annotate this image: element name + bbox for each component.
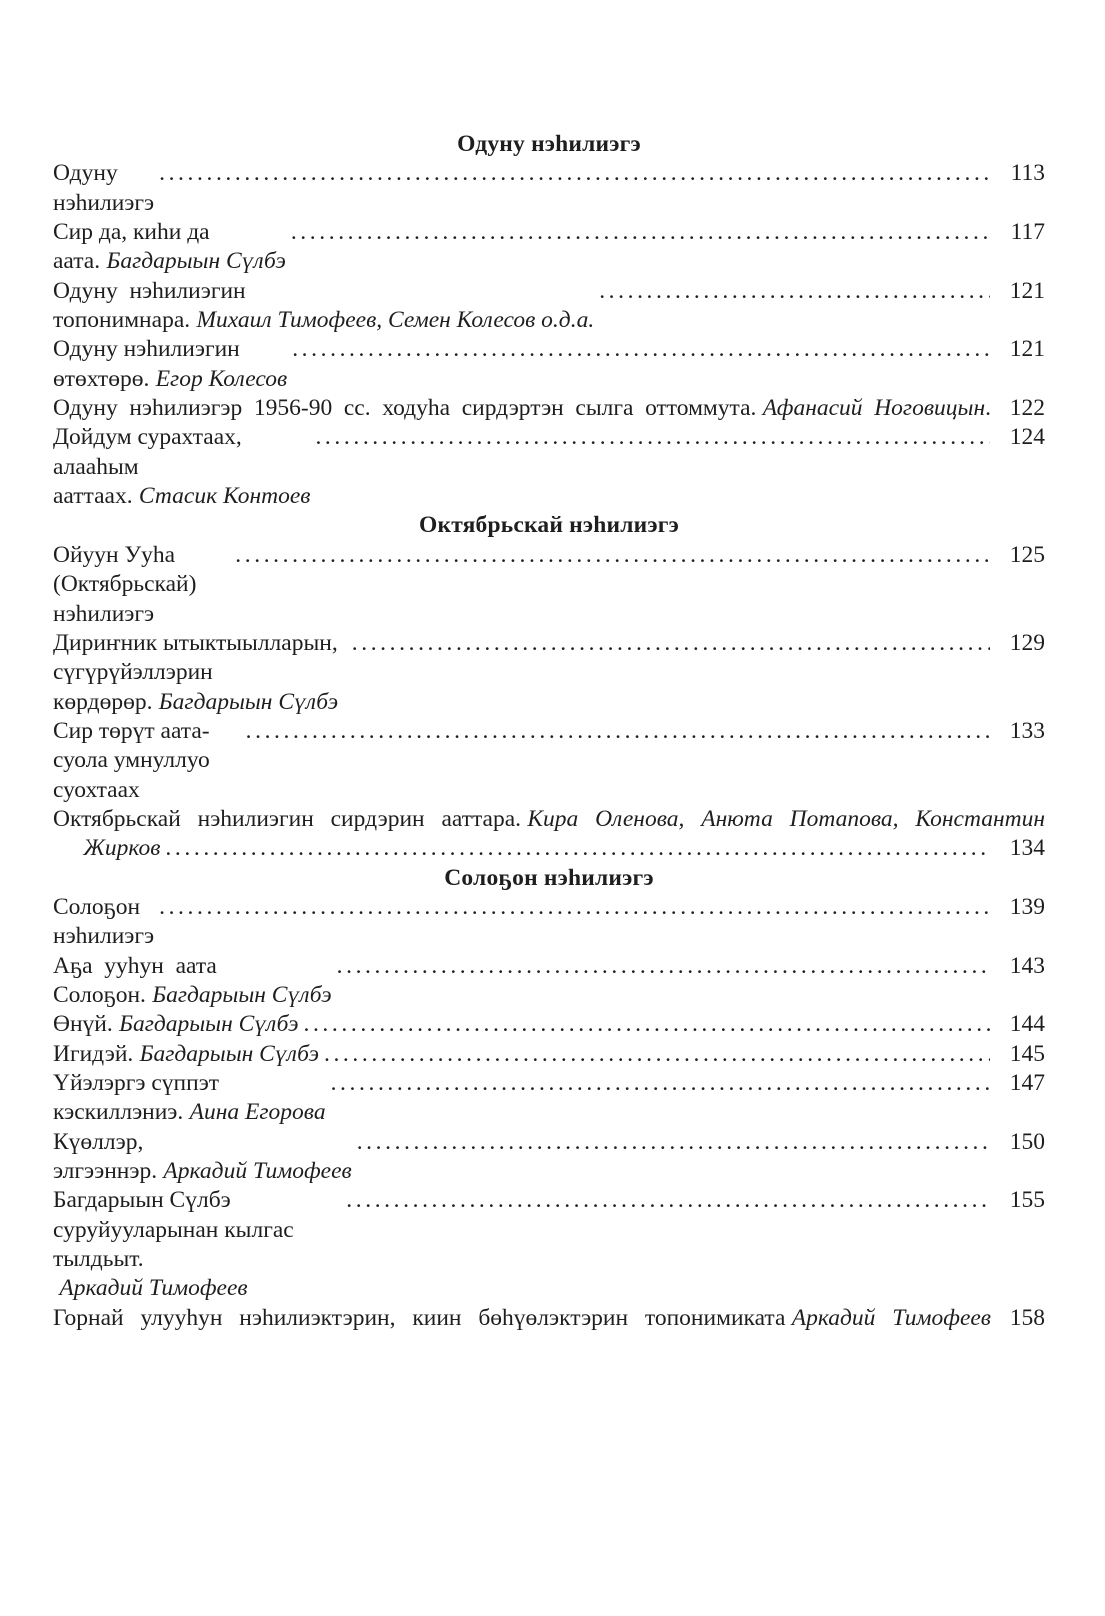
- toc-entry: [53, 629, 1045, 717]
- entry-title: Дириҥник ытыктыылларын, сүгүрүйэллэрин көрдөрөр.: [53, 629, 344, 715]
- dot-leader: [346, 1186, 990, 1215]
- dot-leader: [165, 834, 990, 863]
- entry-author: Кира Оленова, Анюта Потапова, Константин: [527, 805, 1045, 832]
- page-number: 155: [1009, 1187, 1045, 1214]
- page-number: 144: [1009, 1011, 1045, 1038]
- entry-title: Горнай улууһун нэһилиэктэрин, киин бөһүөлэктэрин топонимиката: [53, 1304, 786, 1331]
- entry-author: Стасик Контоев: [138, 483, 311, 510]
- toc-entry: [53, 952, 1045, 1011]
- toc-entry: [53, 423, 1045, 511]
- toc-entry: [53, 893, 1045, 952]
- entry-title: Одуну нэһилиэгин өтөхтөрө.: [53, 336, 246, 392]
- toc-entry: [53, 277, 1045, 336]
- entry-author: Багдарыын Сүлбэ: [139, 1040, 319, 1067]
- page-number: 113: [1010, 160, 1045, 187]
- dot-leader: [324, 1040, 990, 1069]
- entry-author: Аина Егорова: [189, 1099, 326, 1126]
- entry-author: Багдарыын Сүлбэ: [106, 248, 286, 275]
- dot-leader: [331, 1069, 990, 1098]
- toc-entry: [53, 1304, 1045, 1333]
- entry-author: Багдарыын Сүлбэ: [119, 1011, 299, 1038]
- entry-author: Михаил Тимофеев, Семен Колесов о.д.а.: [196, 307, 595, 334]
- entry-title: Одуну нэһилиэгэр 1956-90 сс. ходуһа сирдэртэн сылга оттоммута.: [53, 395, 757, 422]
- page-number: 139: [1009, 893, 1045, 920]
- entry-title: Дойдум сурахтаах, алааһым ааттаах.: [53, 424, 248, 510]
- page-number: 133: [1009, 717, 1045, 744]
- entry-author: Аркадий Тимофеев: [59, 1275, 248, 1302]
- page-number: 124: [1009, 424, 1045, 451]
- toc-entry-wrapped-line-2: [53, 834, 1045, 863]
- entry-title: Багдарыын Сүлбэ суруйууларынан кылгас тылдьыт.: [53, 1187, 300, 1273]
- dot-leader: [159, 159, 990, 188]
- section-heading: Солоҕон нэһилиэгэ: [444, 864, 654, 891]
- dot-leader: [303, 1010, 990, 1039]
- page-number: 150: [1009, 1128, 1045, 1155]
- toc-section: [53, 864, 1045, 1334]
- entry-title: Игидэй.: [53, 1040, 134, 1067]
- toc-section: [53, 511, 1045, 863]
- entry-author: Аркадий Тимофеев: [163, 1158, 352, 1185]
- dot-leader: [292, 335, 990, 364]
- toc-entry-wrapped-line-1: [53, 805, 1045, 834]
- entry-title: Аҕа ууһун аата Солоҕон.: [53, 952, 223, 1008]
- page-number: 117: [1010, 219, 1045, 246]
- toc-entry: [53, 1069, 1045, 1128]
- entry-author: Багдарыын Сүлбэ: [158, 688, 339, 715]
- dot-leader: [337, 952, 990, 981]
- page-number: 125: [1009, 541, 1045, 568]
- entry-author: Багдарыын Сүлбэ: [152, 981, 332, 1008]
- entry-title: Сир төрүт аата-суола умнуллуо суохтаах: [53, 717, 216, 803]
- dot-leader: [159, 893, 990, 922]
- toc-entry: [53, 1186, 1045, 1303]
- entry-author: Афанасий Ноговицын: [762, 395, 986, 422]
- dot-leader: [599, 277, 990, 306]
- toc-entry: [53, 541, 1045, 629]
- dot-leader: [235, 541, 990, 570]
- entry-title: Күөллэр, элгээннэр.: [53, 1128, 158, 1185]
- page-number: 122: [1009, 395, 1045, 422]
- entry-title: Сир да, киһи да аата.: [53, 219, 216, 275]
- page-number: 145: [1009, 1040, 1045, 1067]
- entry-author: Жирков: [83, 835, 161, 862]
- dot-leader: [291, 218, 990, 247]
- page-number: 134: [1009, 835, 1045, 862]
- toc-entry: [53, 394, 1045, 423]
- dot-leader: [357, 1128, 990, 1157]
- dot-leader: [352, 629, 990, 658]
- entry-title: Октябрьскай нэһилиэгин сирдэрин ааттара.: [53, 805, 522, 832]
- toc-entry: [53, 335, 1045, 394]
- toc-entry: [53, 1010, 1045, 1039]
- dot-leader: [315, 423, 990, 452]
- page-number: 121: [1009, 277, 1045, 304]
- table-of-contents: [53, 130, 1045, 1333]
- toc-entry: [53, 1040, 1045, 1069]
- page-number: 158: [1009, 1304, 1045, 1331]
- entry-title: Үйэлэргэ сүппэт кэскиллэниэ.: [53, 1070, 225, 1126]
- toc-entry: [53, 717, 1045, 805]
- section-heading: Октябрьскай нэһилиэгэ: [418, 512, 679, 539]
- entry-title: Одуну нэһилиэгин топонимнара.: [53, 277, 252, 334]
- entry-author: Егор Колесов: [155, 365, 288, 392]
- page-number: 147: [1009, 1070, 1045, 1096]
- entry-author: Аркадий Тимофеев: [791, 1304, 992, 1331]
- toc-entry: [53, 1128, 1045, 1187]
- entry-title: Солоҕон нэһилиэгэ: [53, 893, 155, 950]
- entry-suffix: .: [985, 395, 991, 422]
- toc-section: [53, 130, 1045, 511]
- entry-title: Ойуун Ууһа (Октябрьскай) нэһилиэгэ: [53, 541, 203, 627]
- toc-entry: [53, 218, 1045, 277]
- dot-leader: [246, 717, 990, 746]
- page-number: 143: [1009, 952, 1045, 979]
- entry-title: Одуну нэһилиэгэ: [53, 160, 155, 216]
- page-number: 121: [1009, 336, 1045, 363]
- page-number: 129: [1009, 629, 1045, 656]
- entry-title: Өнүй.: [53, 1011, 113, 1038]
- section-heading: Одуну нэһилиэгэ: [457, 131, 641, 157]
- toc-entry: [53, 159, 1045, 218]
